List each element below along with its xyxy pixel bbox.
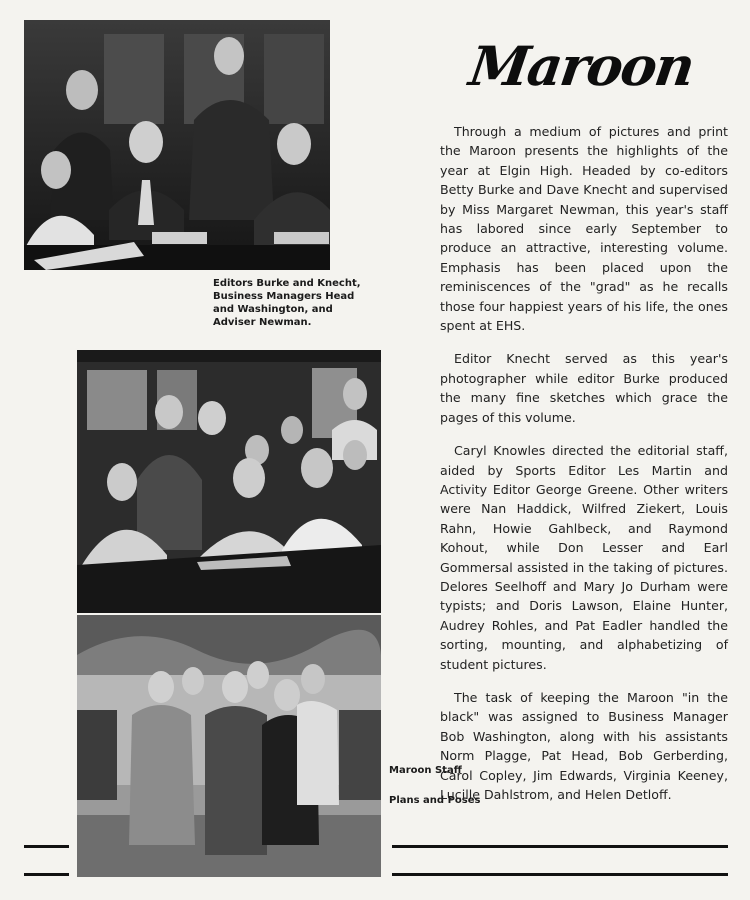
paragraph-editors: Editor Knecht served as this year's photographer while editor Burke produced the many fine sketches which grace the pages of this volume. [440, 351, 728, 425]
editors-caption: Editors Burke and Knecht, Business Managers Head and Washington, and Adviser Newman. [213, 278, 361, 328]
divider-rule [24, 873, 69, 876]
article-body [440, 122, 728, 818]
staff-caption: Maroon Staff [389, 765, 462, 776]
poses-photo [77, 615, 381, 877]
page-title: Maroon [465, 34, 698, 98]
staff-photo [77, 350, 381, 613]
group-photo-icon [24, 20, 330, 270]
editors-photo [24, 20, 330, 270]
group-photo-icon [77, 615, 381, 877]
divider-rule [24, 845, 69, 848]
divider-rule [392, 845, 728, 848]
poses-caption: Plans and Poses [389, 795, 481, 806]
divider-rule [392, 873, 728, 876]
group-photo-icon [77, 350, 381, 613]
paragraph-business: The task of keeping the Maroon "in the black" was assigned to Business Manager Bob Washington, along with his assistants Norm Plagge, Pat Head, Bob Gerberding, Carol Copley, Jim Edwards, Virginia Keeney, Lucille Dahlstrom, and Helen Detloff. [440, 689, 728, 802]
paragraph-intro: Through a medium of pictures and print the Maroon presents the highlights of the year at Elgin High. Headed by co-editors Betty Burke and Dave Knecht and supervised by Miss Margaret Newman, this year's staff has labored since early September to produce an attractive, interesting volume. Emphasis has been placed upon the reminiscences of the "grad" as he recalls those four happiest years of his life, the ones spent at EHS. [440, 124, 728, 334]
paragraph-staff: Caryl Knowles directed the editorial staff, aided by Sports Editor Les Martin and Activity Editor George Greene. Other writers were Nan Haddick, Wilfred Ziekert, Louis Rahn, Howie Gahlbeck, and Raymond Kohout, while Don Lesser and Earl Gommersal assisted in the taking of pictures. Delores Seelhoff and Mary Jo Durham were typists; and Doris Lawson, Elaine Hunter, Audrey Rohles, and Pat Eadler handled the sorting, mounting, and alphabetizing of student pictures. [440, 443, 728, 672]
